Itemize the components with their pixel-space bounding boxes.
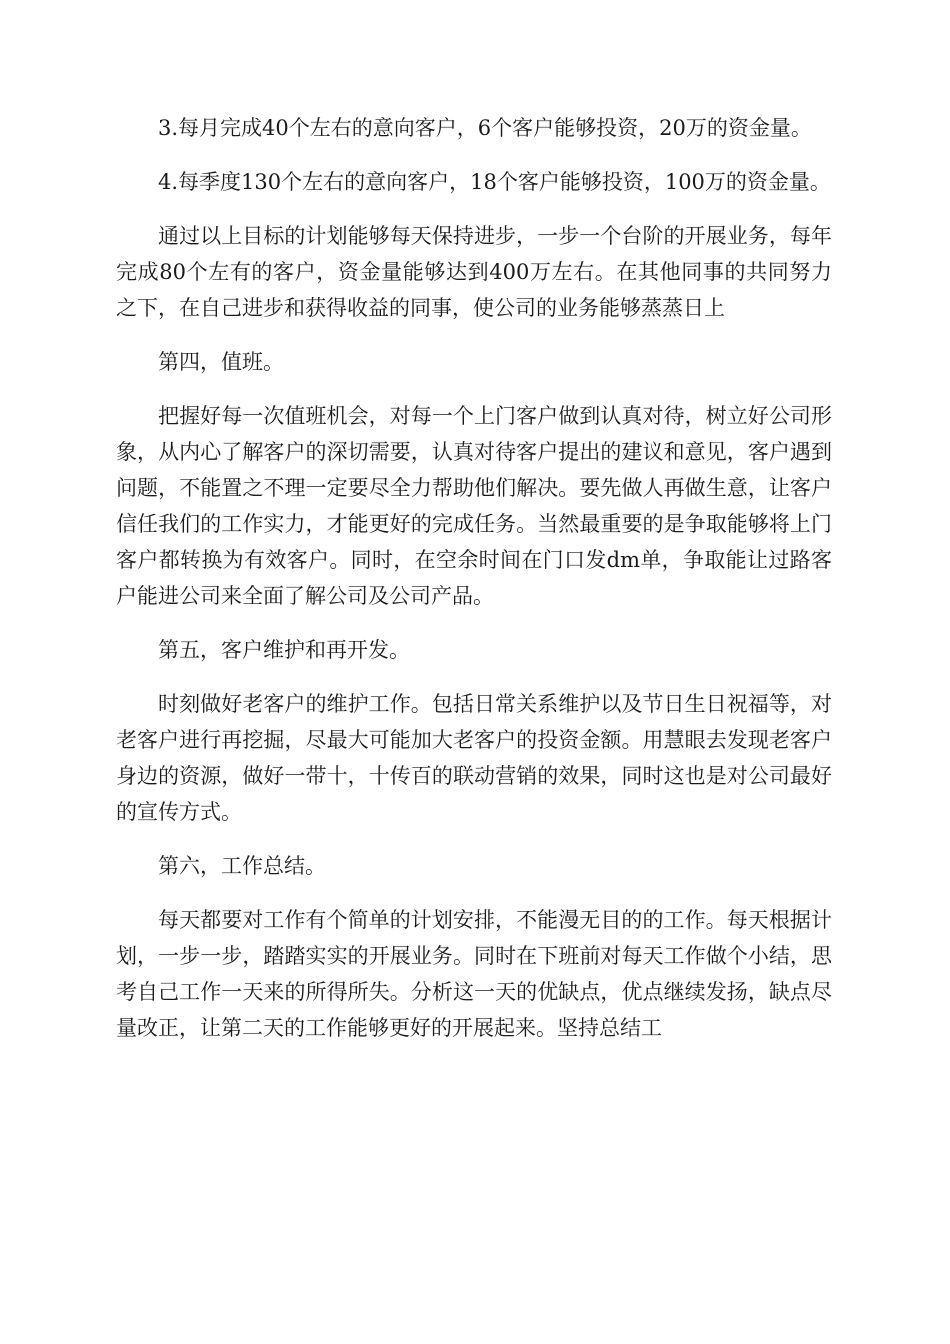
- paragraph-annual-summary: 通过以上目标的计划能够每天保持进步，一步一个台阶的开展业务，每年完成80个左有的客户，资金量能够达到400万左右。在其他同事的共同努力之下，在自己进步和获得收益的同事，使公司的业务能够蒸蒸日上: [116, 224, 832, 320]
- paragraph-monthly-goal: 3.每月完成40个左右的意向客户，6个客户能够投资，20万的资金量。: [158, 116, 812, 140]
- paragraph-duty: 把握好每一次值班机会，对每一个上门客户做到认真对待，树立好公司形象，从内心了解客户的深切需要，认真对待客户提出的建议和意见，客户遇到问题，不能置之不理一定要尽全力帮助他们解决。要先做人再做生意，让客户信任我们的工作实力，才能更好的完成任务。当然最重要的是争取能够将上门客户都转换为有效客户。同时，在空余时间在门口发dm单，争取能让过路客户能进公司来全面了解公司及公司产品。: [116, 404, 832, 608]
- section-heading-work-summary: 第六，工作总结。: [158, 854, 326, 878]
- section-heading-client-maintenance: 第五，客户维护和再开发。: [158, 638, 410, 662]
- paragraph-work-summary: 每天都要对工作有个简单的计划安排，不能漫无目的的工作。每天根据计划，一步一步，踏踏实实的开展业务。同时在下班前对每天工作做个小结，思考自己工作一天来的所得所失。分析这一天的优缺点，优点继续发扬，缺点尽量改正，让第二天的工作能够更好的开展起来。坚持总结工: [116, 908, 832, 1040]
- paragraph-client-maintenance: 时刻做好老客户的维护工作。包括日常关系维护以及节日生日祝福等，对老客户进行再挖掘，尽最大可能加大老客户的投资金额。用慧眼去发现老客户身边的资源，做好一带十，十传百的联动营销的效果，同时这也是对公司最好的宣传方式。: [116, 692, 832, 824]
- paragraph-quarterly-goal: 4.每季度130个左右的意向客户，18个客户能够投资，100万的资金量。: [158, 170, 831, 194]
- section-heading-duty: 第四，值班。: [158, 350, 284, 374]
